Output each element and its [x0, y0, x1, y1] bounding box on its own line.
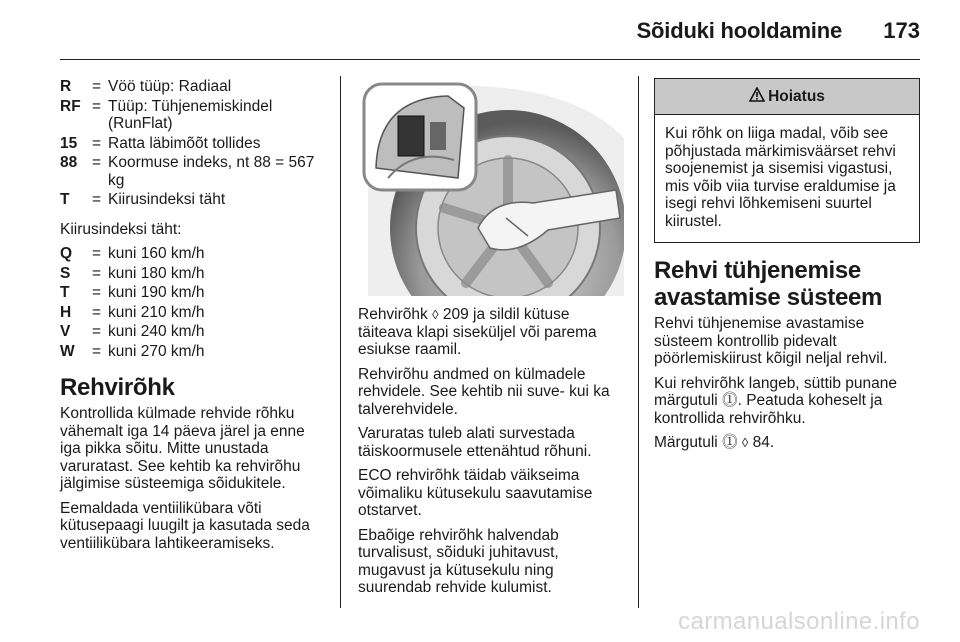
code-eq: = [92, 191, 102, 208]
code-eq: = [92, 284, 102, 301]
code-eq: = [92, 78, 102, 95]
speed-code-item [60, 323, 322, 341]
valve-cap-key [398, 116, 424, 156]
code-key: T [60, 191, 70, 208]
page-number: 173 [883, 18, 920, 43]
code-key: V [60, 323, 71, 340]
tire-code-item [60, 98, 322, 133]
middle-column [358, 78, 624, 604]
page-title: Sõiduki hooldamine [636, 18, 842, 43]
code-key: RF [60, 97, 81, 115]
speed-code-item [60, 265, 322, 283]
speed-code-item [60, 284, 322, 302]
code-key: 15 [60, 134, 78, 152]
speed-code-item [60, 343, 322, 361]
speed-code-item [60, 245, 322, 263]
page-reference-icon: ◊ [432, 307, 439, 322]
page-header [0, 0, 960, 62]
incorrect-pressure-paragraph: Ebaõige rehvirõhk halvendab turvalisust, sõiduki juhitavust, mugavust ja kütusekulu ning suurendab rehvide kulumist. [358, 526, 559, 596]
section-heading-deflation-detection: Rehvi tühjenemise avastamise süsteem [654, 257, 883, 311]
code-key: W [60, 342, 75, 360]
code-key: R [60, 78, 72, 95]
cold-tires-paragraph: Rehvirõhu andmed on külmadele rehvidele. See kehtib nii suve- kui ka talverehvidele. [358, 365, 610, 418]
code-key: S [60, 264, 71, 282]
code-eq: = [92, 134, 102, 152]
speed-code-list [60, 245, 322, 360]
tire-pressure-lamp-icon: ⓵ [722, 434, 738, 451]
tire-pressure-lamp-icon: ⓵ [722, 392, 738, 409]
tire-pressure-paragraph: Kontrollida külmade rehvide rõhku vähemalt iga 14 päeva järel ja enne iga pikka sõitu. Mitte unustada varuratast. See kehtib ka rehvirõhu jälgimise süsteemiga sõidukitele. [60, 405, 305, 492]
valve-cap-paragraph: Eemaldada ventiilikübara võti kütusepaagi luugilt ja kasutada seda ventiilikübara lahtikeeramiseks. [60, 499, 310, 552]
column-divider-left [340, 76, 341, 608]
tire-valve-illustration [358, 78, 624, 296]
code-value: kuni 240 km/h [108, 323, 205, 340]
right-column [654, 78, 920, 459]
column-divider-right [638, 76, 639, 608]
illustration-svg [358, 78, 624, 296]
deflation-system-paragraph: Rehvi tühjenemise avastamise süsteem kontrollib pidevalt pöörlemiskiirust kõigil neljal rehvil. [654, 315, 888, 367]
code-key: 88 [60, 154, 78, 171]
code-key: Q [60, 245, 73, 262]
lamp-reference-paragraph: Märgutuli ⓵ ◊ 84. [654, 434, 775, 451]
header-divider [60, 59, 920, 60]
warning-box [654, 78, 920, 243]
code-eq: = [92, 245, 102, 262]
code-eq: = [92, 97, 102, 115]
watermark: carmanualsonline.info [678, 608, 920, 635]
code-eq: = [92, 303, 102, 321]
section-heading-tire-pressure: Rehvirõhk [60, 374, 175, 401]
code-eq: = [92, 154, 102, 171]
code-value: kuni 190 km/h [108, 284, 205, 301]
pressure-reference-paragraph: Rehvirõhk ◊ 209 ja sildil kütuse täiteava klapi siseküljel või parema esiukse raamil. [358, 306, 597, 358]
warning-triangle-icon [749, 87, 765, 107]
tire-code-item [60, 135, 322, 153]
warning-lamp-paragraph: Kui rehvirõhk langeb, süttib punane märgutuli ⓵. Peatuda koheselt ja kontrollida rehvirõhku. [654, 374, 897, 427]
code-value: kuni 160 km/h [108, 245, 205, 262]
speed-index-intro: Kiirusindeksi täht: [60, 220, 182, 238]
eco-pressure-paragraph: ECO rehvirõhk täidab väikseima võimaliku kütusekulu saavutamise otstarvet. [358, 467, 593, 519]
code-eq: = [92, 264, 102, 282]
code-value: kuni 270 km/h [108, 342, 205, 360]
code-key: T [60, 284, 70, 301]
code-value: Kiirusindeksi täht [108, 191, 226, 208]
code-eq: = [92, 342, 102, 360]
code-value: Koormuse indeks, nt 88 = 567 kg [108, 154, 315, 189]
spare-wheel-paragraph: Varuratas tuleb alati survestada täiskoormusele ettenähtud rõhuni. [358, 425, 592, 460]
code-value: kuni 210 km/h [108, 303, 205, 321]
tire-code-item [60, 154, 322, 189]
page-reference-icon: ◊ [741, 435, 749, 450]
code-key: H [60, 303, 72, 321]
warning-text: Kui rõhk on liiga madal, võib see põhjustada märkimisväärset rehvi soojenemist ja sisemisi vigastusi, mis võib viia turvise eraldumise ja isegi rehvi lõhkemiseni suurtel kiirustel. [665, 125, 896, 230]
code-eq: = [92, 323, 102, 340]
code-value: kuni 180 km/h [108, 264, 205, 282]
speed-code-item [60, 304, 322, 322]
code-value: Ratta läbimõõt tollides [108, 134, 261, 152]
left-column [60, 78, 322, 559]
tire-code-list [60, 78, 322, 209]
warning-header [655, 79, 919, 115]
tire-code-item [60, 191, 322, 209]
warning-title: Hoiatus [768, 87, 825, 105]
code-value: Vöö tüüp: Radiaal [108, 78, 232, 95]
code-value: Tüüp: Tühjenemiskindel (RunFlat) [108, 97, 273, 132]
tire-code-item [60, 78, 322, 96]
